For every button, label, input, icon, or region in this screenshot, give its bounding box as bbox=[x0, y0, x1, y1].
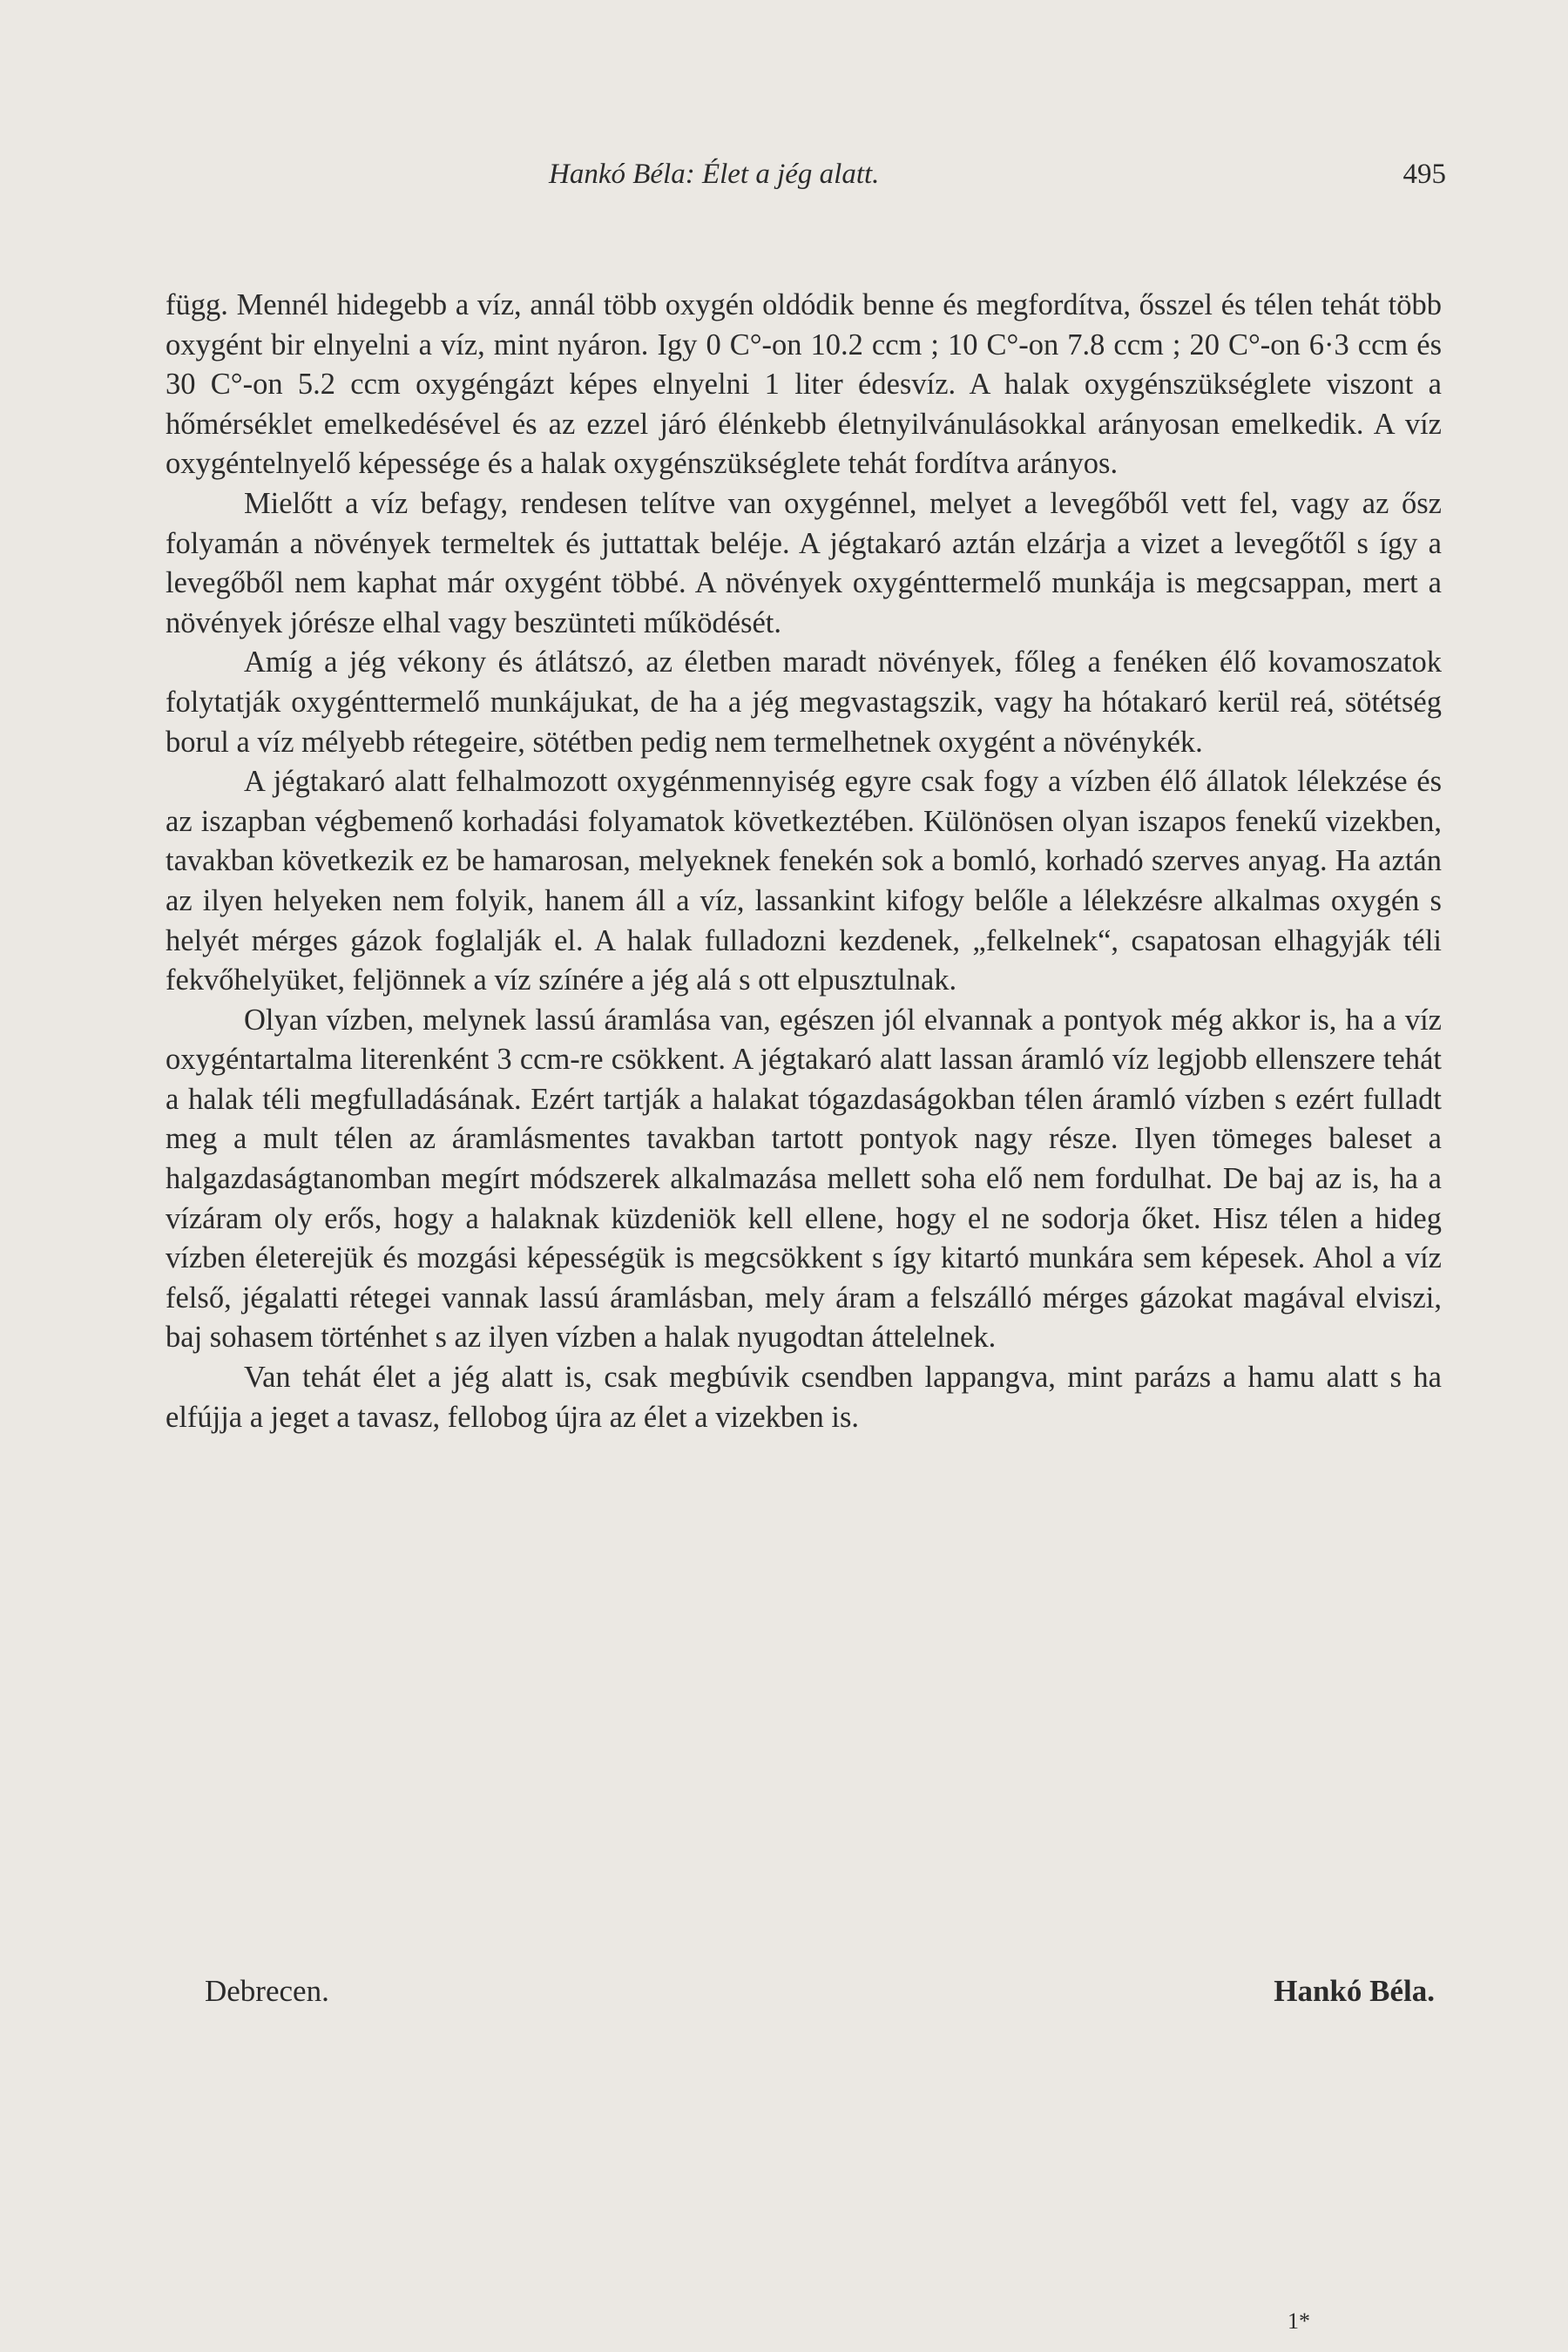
place-name: Debrecen. bbox=[205, 1974, 329, 2008]
paragraph-1: függ. Mennél hidegebb a víz, annál több oxygén oldódik benne és megfordítva, ősszel és télen tehát több oxygént bir elnyelni a víz, mint nyáron. Igy 0 C°-on 10.2 ccm ; 10 C°-on 7.8 ccm ; 20 C°-on 6·3 ccm és 30 C°-on 5.2 ccm oxygéngázt képes elnyelni 1 liter édesvíz. A halak oxygénszükséglete viszont a hőmérséklet emelkedésével és az ezzel járó élénkebb életnyilvánulásokkal arányosan emelkedik. A víz oxygéntelnyelő képessége és a halak oxygénszükséglete tehát fordítva arányos. bbox=[166, 288, 1442, 481]
paragraph-2: Mielőtt a víz befagy, rendesen telítve van oxygénnel, melyet a levegőből vett fel, vagy az ősz folyamán a növények termeltek és juttattak beléje. A jégtakaró aztán elzárja a vizet a levegőtől s így a levegőből nem kaphat már oxygént többé. A növények oxygénttermelő munkája is megcsappan, mert a növények jórésze elhal vagy beszünteti működését. bbox=[166, 486, 1442, 639]
paragraph-6: Van tehát élet a jég alatt is, csak megbúvik csendben lappangva, mint parázs a hamu alatt s ha elfújja a jeget a tavasz, fellobog újra az élet a vizekben is. bbox=[166, 1361, 1442, 1434]
signature-line bbox=[205, 1974, 1442, 2017]
paragraph-4: A jégtakaró alatt felhalmozott oxygénmennyiség egyre csak fogy a vízben élő állatok lélekzése és az iszapban végbemenő korhadási folyamatok következtében. Különösen olyan iszapos fenekű vizekben, tavakban következik ez be hamarosan, melyeknek fenekén sok a bomló, korhadó szerves anyag. Ha aztán az ilyen helyeken nem folyik, hanem áll a víz, lassankint kifogy belőle a lélekzésre alkalmas oxygén s helyét mérges gázok foglalják el. A halak fulladozni kezdenek, „felkelnek“, csapatosan elhagyják téli fekvőhelyüket, feljönnek a víz színére a jég alá s ott elpusztulnak. bbox=[166, 765, 1442, 997]
page-number: 495 bbox=[1402, 159, 1446, 190]
paragraph-5: Olyan vízben, melynek lassú áramlása van, egészen jól elvannak a pontyok még akkor is, ha a víz oxygéntartalma literenként 3 ccm-re csökkent. A jégtakaró alatt lassan áramló víz legjobb ellenszere tehát a halak téli megfulladásának. Ezért tartják a halakat tógazdaságokban télen áramló vízben s ezért fulladt meg a mult télen az áramlásmentes tavakban tartott pontyok nagy része. Ilyen tömeges baleset a halgazdaságtanomban megírt módszerek alkalmazása mellett soha elő nem fordulhat. De baj az is, ha a vízáram oly erős, hogy a halaknak küzdeniök kell ellene, hogy el ne sodorja őket. Hisz télen a hideg vízben életerejük és mozgási képességük is megcsökkent s így kitartó munkára sem képesek. Ahol a víz felső, jégalatti rétegei vannak lassú áramlásban, mely áram a felszálló mérges gázokat magával elviszi, baj sohasem történhet s az ilyen vízben a halak nyugodtan áttelelnek. bbox=[166, 1003, 1442, 1355]
paragraph-3: Amíg a jég vékony és átlátszó, az életben maradt növények, főleg a fenéken élő kovamoszatok folytatják oxygénttermelő munkájukat, de ha a jég megvastagszik, vagy ha hótakaró kerül reá, sötétség borul a víz mélyebb rétegeire, sötétben pedig nem termelhetnek oxygént a növénykék. bbox=[166, 645, 1442, 759]
running-title: Hankó Béla: Élet a jég alatt. bbox=[549, 159, 880, 190]
author-name: Hankó Béla. bbox=[1274, 1974, 1435, 2008]
running-header bbox=[166, 159, 1446, 193]
signature-mark: 1* bbox=[1288, 2308, 1310, 2334]
article-body bbox=[166, 286, 1442, 1437]
